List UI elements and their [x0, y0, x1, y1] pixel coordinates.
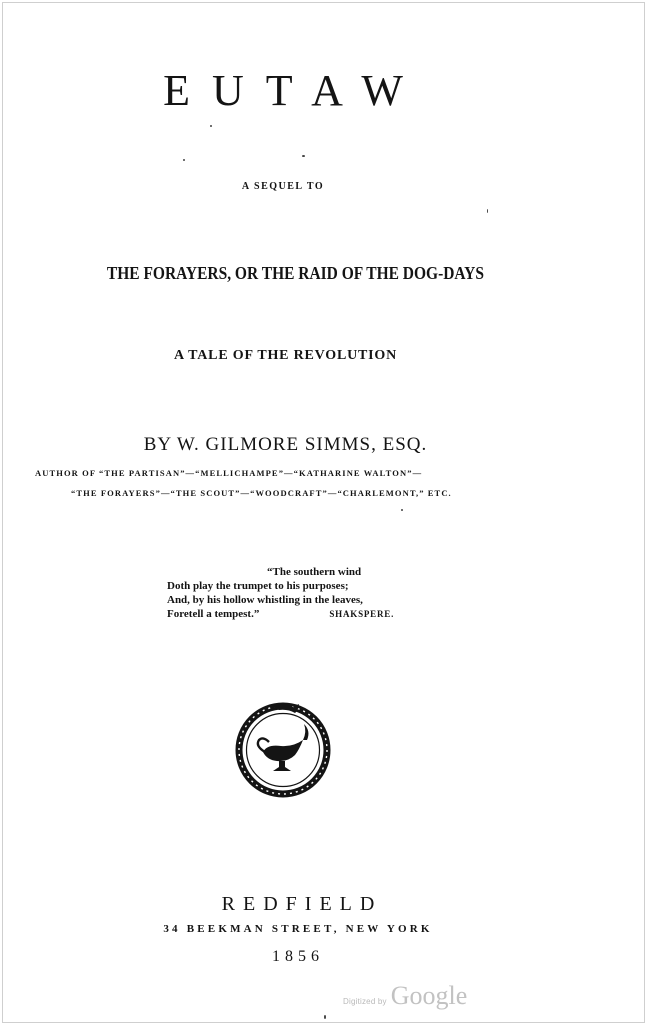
- epigraph-line-2: Doth play the trumpet to his purposes;: [167, 580, 349, 592]
- ink-speck: [487, 209, 488, 213]
- ink-speck: [302, 155, 305, 157]
- author-works-line-1: AUTHOR OF “THE PARTISAN”—“MELLICHAMPE”—“KATHARINE WALTON”—: [35, 468, 423, 478]
- author-byline: BY W. GILMORE SIMMS, ESQ.: [143, 434, 428, 455]
- sequel-label: A SEQUEL TO: [241, 181, 325, 192]
- publisher-name: REDFIELD: [221, 893, 383, 915]
- ink-speck: [210, 125, 212, 127]
- epigraph: [167, 565, 394, 621]
- title-page: [2, 2, 645, 1023]
- epigraph-line-1: “The southern wind: [267, 566, 362, 578]
- author-works-line-2: “THE FORAYERS”—“THE SCOUT”—“WOODCRAFT”—“CHARLEMONT,” ETC.: [71, 488, 452, 498]
- epigraph-line-4-text: Foretell a tempest.”: [167, 608, 260, 620]
- digitized-watermark: [343, 981, 467, 1011]
- digitized-prefix: Digitized by: [343, 997, 387, 1006]
- epigraph-line-3: And, by his hollow whistling in the leaves,: [167, 594, 363, 606]
- publication-year: 1856: [272, 948, 324, 965]
- publisher-address: 34 BEEKMAN STREET, NEW YORK: [163, 923, 433, 935]
- book-title: EUTAW: [163, 66, 425, 115]
- google-wordmark: Google: [390, 981, 468, 1010]
- ink-speck: [183, 159, 185, 161]
- ink-speck: [324, 1015, 326, 1019]
- epigraph-attribution: SHAKSPERE.: [329, 609, 395, 619]
- ink-speck: [401, 509, 403, 511]
- book-subtitle: THE FORAYERS, OR THE RAID OF THE DOG-DAYS: [106, 263, 484, 283]
- tagline: A TALE OF THE REVOLUTION: [173, 348, 397, 363]
- epigraph-line-4: [167, 607, 394, 621]
- serpent-lamp-emblem-icon: [233, 700, 333, 800]
